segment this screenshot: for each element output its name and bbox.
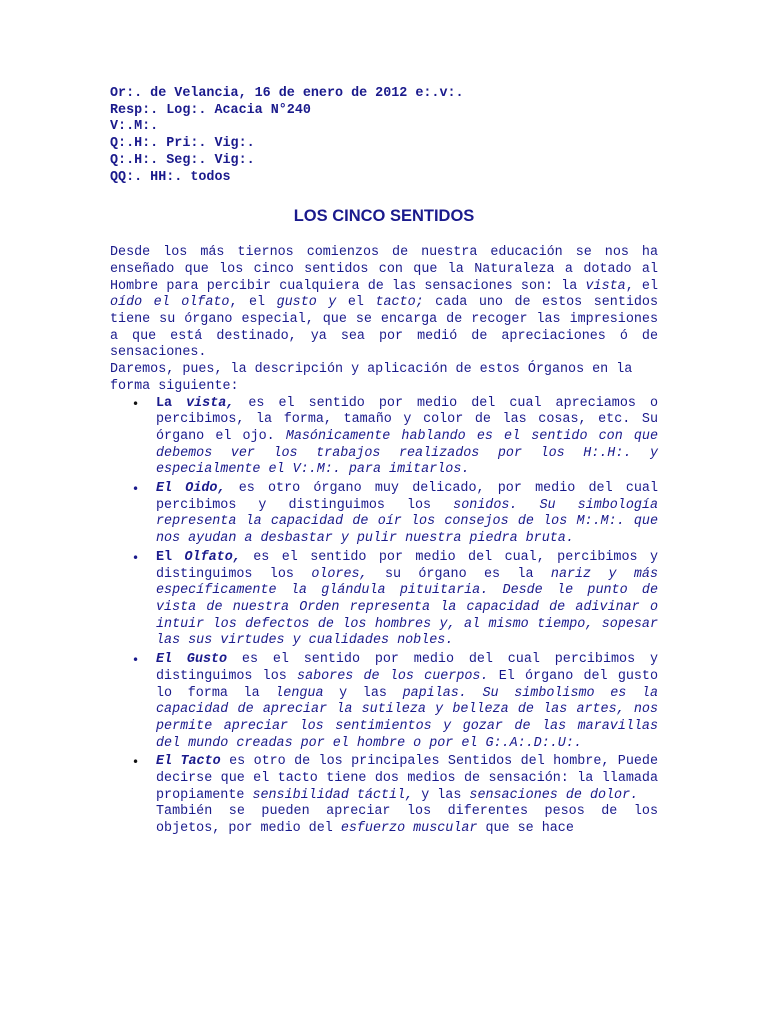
header-line-place-date: Or:. de Velancia, 16 de enero de 2012 e:.v:. (110, 86, 464, 101)
list-item-text-continued: También se pueden apreciar los diferentes pesos de los objetos, por medio del esfuerzo muscular que se hace (156, 804, 658, 837)
list-item-text: El Oido, es otro órgano muy delicado, por medio del cual percibimos y distinguimos los sonidos. Su simbología representa la capacidad de oír los consejos de los M:.M:. que nos ayudan a desbastar y pulir nuestra piedra bruta. (156, 481, 658, 547)
header-line-first-warden: Q:.H:. Pri:. Vig:. (110, 136, 255, 152)
bullet-icon: • (132, 755, 140, 770)
bullet-icon: • (132, 482, 140, 497)
header-line-vm: V:.M:. (110, 119, 159, 135)
list-item-gusto (110, 652, 658, 752)
list-item-text: El Gusto es el sentido por medio del cual percibimos y distinguimos los sabores de los cuerpos. El órgano del gusto lo forma la lengua y las papilas. Su simbolismo es la capacidad de apreciar la sutileza y belleza de las artes, nos permite apreciar los sentimientos y gozar de las maravillas del mundo creadas por el hombre o por el G:.A:.D:.U:. (156, 652, 659, 751)
list-item-text: El Olfato, es el sentido por medio del cual, percibimos y distinguimos los olores, su órgano es la nariz y más específicamente la glándula pituitaria. Desde le punto de vista de nuestra Orden representa la capacidad de adivinar o intuir los defectos de los hombres y, al mismo tiempo, sopesar las sus virtudes y cualidades nobles. (156, 549, 659, 649)
list-item-text: El Tacto es otro de los principales Sentidos del hombre, Puede decirse que el tacto tiene dos medios de sensación: la llamada propiamente sensibilidad táctil, y las sensaciones de dolor. (156, 754, 658, 803)
list-item-oido (110, 481, 658, 548)
senses-list (110, 396, 658, 838)
bullet-icon: • (132, 550, 140, 565)
list-item-olfato (110, 550, 658, 650)
list-item-vista (110, 396, 658, 480)
document-page (110, 86, 658, 838)
list-item-tacto (110, 754, 658, 838)
letter-header (110, 86, 658, 186)
document-title: LOS CINCO SENTIDOS (293, 207, 475, 226)
intro-paragraph: Desde los más tiernos comienzos de nuestra educación se nos ha enseñado que los cinco sentidos con que la Naturaleza a dotado al Hombre para percibir cualquiera de las sensaciones son: la vista, el oído el olfato, el gusto y el tacto; cada uno de estos sentidos tiene su órgano especial, que se encarga de recoger las impresiones a que está destinado, ya sea por medió de apreciaciones ó de sensaciones. (110, 245, 659, 361)
header-line-second-warden: Q:.H:. Seg:. Vig:. (110, 152, 255, 168)
header-line-brethren: QQ:. HH:. todos (110, 169, 231, 185)
bullet-icon: • (132, 653, 140, 668)
header-line-lodge: Resp:. Log:. Acacia N°240 (110, 102, 311, 118)
intro-paragraph-2: Daremos, pues, la descripción y aplicación de estos Órganos en la forma siguiente: (110, 362, 633, 394)
list-item-text: La vista, es el sentido por medio del cual apreciamos o percibimos, la forma, tamaño y color de las cosas, etc. Su órgano el ojo. Masónicamente hablando es el sentido con que debemos ver los trabajos realizados por los H:.H:. y especialmente el V:.M:. para imitarlos. (156, 395, 658, 478)
bullet-icon: • (132, 396, 140, 411)
